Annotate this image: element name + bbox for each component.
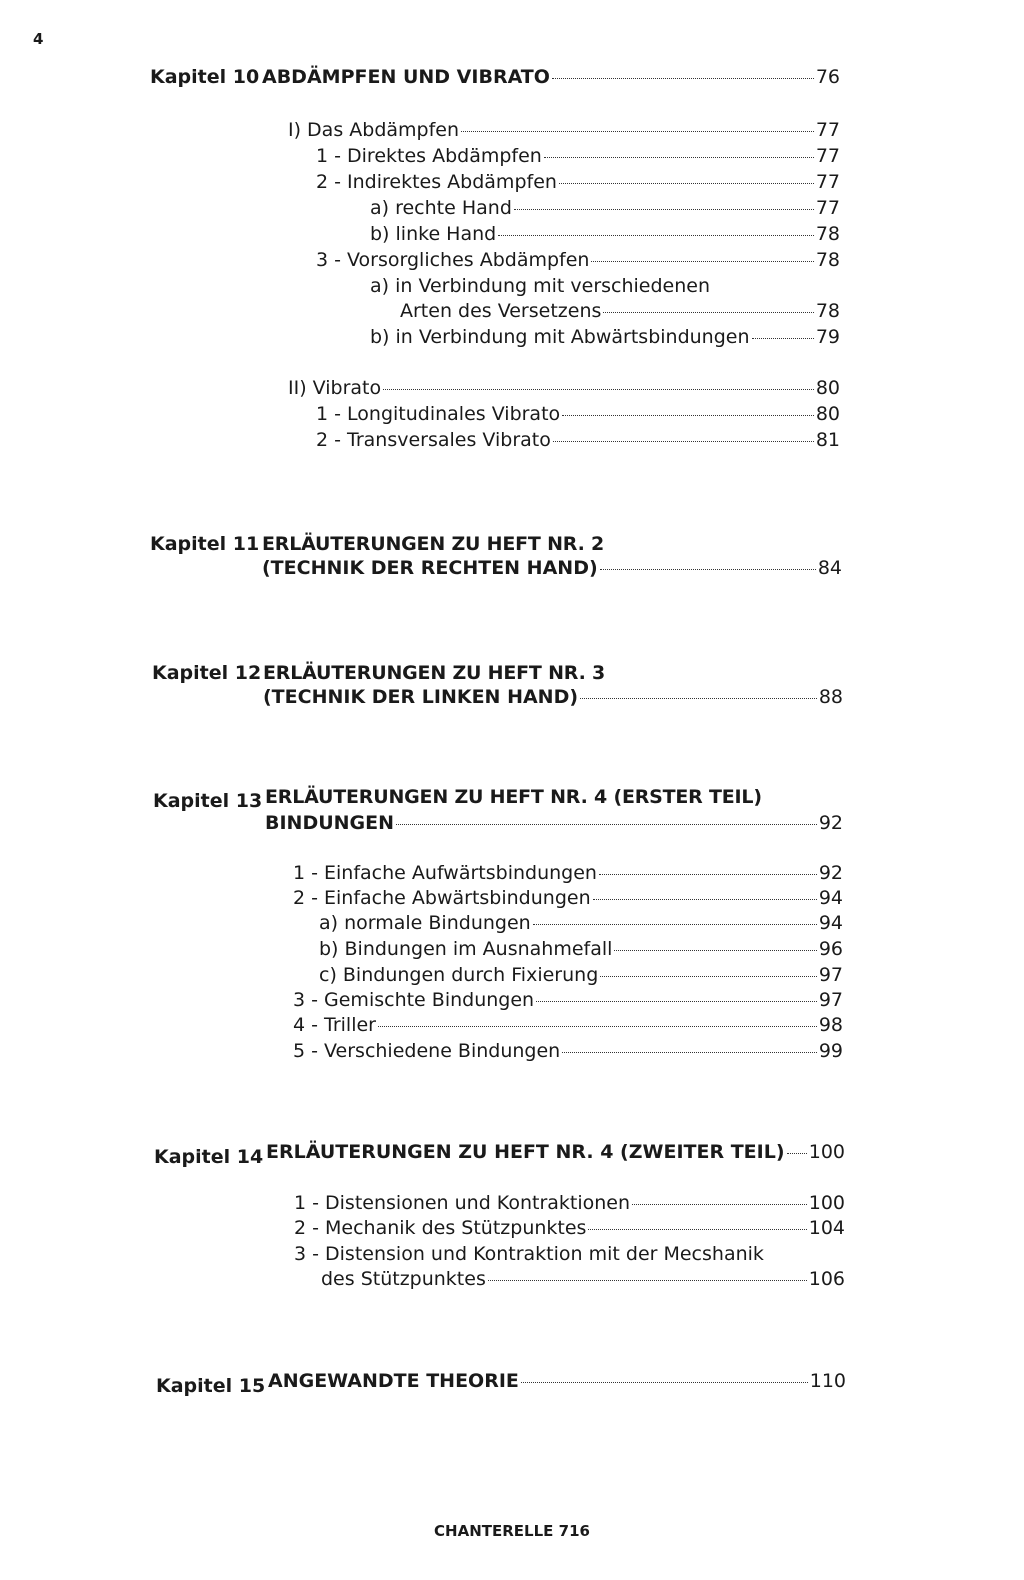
chapter-label: Kapitel 15 [156,1375,266,1397]
chapter-label: Kapitel 12 [152,662,262,684]
entry-text: b) linke Hand [370,223,497,245]
page-ref: 77 [815,145,840,167]
entry-text: 5 - Verschiedene Bindungen [293,1040,561,1062]
page-ref: 94 [818,912,843,934]
dot-leader [383,389,814,390]
chapter-title: ERLÄUTERUNGEN ZU HEFT NR. 3 [263,662,606,684]
page-ref: 81 [815,429,840,451]
page-ref: 100 [808,1141,845,1163]
page-ref: 78 [815,249,840,271]
entry-text: I) Das Abdämpfen [288,119,460,141]
entry-text: 4 - Triller [293,1014,376,1036]
toc-entry[interactable] [293,862,843,884]
toc-entry-text-only: 3 - Distension und Kontraktion mit der Mecshanik [294,1243,764,1265]
dot-leader [498,235,814,236]
dot-leader [580,698,817,699]
entry-text: 3 - Gemischte Bindungen [293,989,535,1011]
entry-text: 2 - Transversales Vibrato [316,429,551,451]
entry-text: 2 - Mechanik des Stützpunktes [294,1217,587,1239]
toc-entry[interactable] [293,887,843,909]
entry-text: Arten des Versetzens [400,300,602,322]
chapter-label: Kapitel 11 [150,533,260,555]
entry-text: 1 - Direktes Abdämpfen [316,145,542,167]
chapter-title: (TECHNIK DER RECHTEN HAND) [262,557,598,579]
page-ref: 84 [817,557,842,579]
dot-leader [514,209,814,210]
dot-leader [536,1001,817,1002]
chapter-title-row[interactable] [263,686,843,708]
page-ref: 77 [815,119,840,141]
chapter-title: ERLÄUTERUNGEN ZU HEFT NR. 4 (ERSTER TEIL) [265,786,762,808]
entry-text: c) Bindungen durch Fixierung [319,964,599,986]
dot-leader [562,415,814,416]
entry-text: a) rechte Hand [370,197,512,219]
dot-leader [593,899,817,900]
chapter-label: Kapitel 14 [154,1146,264,1168]
toc-entry[interactable] [370,223,840,245]
entry-text: 1 - Distensionen und Kontraktionen [294,1192,631,1214]
dot-leader [752,338,814,339]
dot-leader [632,1204,807,1205]
chapter-title-row[interactable] [266,1141,845,1163]
dot-leader [559,183,814,184]
page-ref: 99 [818,1040,843,1062]
toc-entry[interactable] [293,989,843,1011]
dot-leader [552,78,814,79]
dot-leader [461,131,814,132]
page-ref: 100 [808,1192,845,1214]
dot-leader [378,1026,817,1027]
toc-entry[interactable] [319,938,843,960]
toc-entry[interactable] [294,1217,845,1239]
page-ref: 77 [815,197,840,219]
chapter-title: ANGEWANDTE THEORIE [268,1370,519,1392]
toc-entry[interactable] [293,1040,843,1062]
dot-leader [600,569,816,570]
toc-entry[interactable] [316,403,840,425]
dot-leader [488,1280,807,1281]
toc-entry[interactable] [319,964,843,986]
page-ref: 76 [815,66,840,88]
page-ref: 104 [808,1217,845,1239]
toc-entry[interactable] [294,1192,845,1214]
toc-entry[interactable] [316,171,840,193]
page-ref: 97 [818,989,843,1011]
entry-text: 1 - Einfache Aufwärtsbindungen [293,862,597,884]
page-ref: 78 [815,300,840,322]
dot-leader [521,1382,808,1383]
page-ref: 106 [808,1268,845,1290]
toc-entry[interactable] [316,429,840,451]
dot-leader [599,874,817,875]
page-ref: 94 [818,887,843,909]
page-number: 4 [33,30,44,48]
page-ref: 96 [818,938,843,960]
page-ref: 110 [809,1370,846,1392]
entry-text: b) Bindungen im Ausnahmefall [319,938,613,960]
toc-entry[interactable] [293,1014,843,1036]
chapter-title-row[interactable] [268,1370,846,1392]
page-ref: 78 [815,223,840,245]
dot-leader [591,261,813,262]
entry-text: a) normale Bindungen [319,912,531,934]
entry-text: des Stützpunktes [321,1268,486,1290]
page-ref: 92 [818,812,843,834]
dot-leader [544,157,814,158]
page-ref: 88 [818,686,843,708]
page-ref: 77 [815,171,840,193]
dot-leader [396,824,817,825]
chapter-title: ABDÄMPFEN UND VIBRATO [262,66,550,88]
dot-leader [553,441,814,442]
entry-text: 3 - Vorsorgliches Abdämpfen [316,249,590,271]
dot-leader [588,1229,806,1230]
dot-leader [614,950,816,951]
chapter-title-row[interactable] [265,812,843,834]
chapter-title-row[interactable] [262,557,842,579]
chapter-title: ERLÄUTERUNGEN ZU HEFT NR. 4 (ZWEITER TEIL) [266,1141,785,1163]
page-ref: 98 [818,1014,843,1036]
dot-leader [603,312,813,313]
dot-leader [787,1153,807,1154]
dot-leader [562,1052,817,1053]
entry-text: 2 - Einfache Abwärtsbindungen [293,887,591,909]
toc-entry[interactable] [316,249,840,271]
toc-entry[interactable] [370,197,840,219]
entry-text: b) in Verbindung mit Abwärtsbindungen [370,326,750,348]
page-ref: 79 [815,326,840,348]
chapter-title: (TECHNIK DER LINKEN HAND) [263,686,579,708]
page-ref: 80 [815,403,840,425]
toc-entry[interactable] [288,377,840,399]
page-ref: 97 [818,964,843,986]
toc-entry[interactable] [316,145,840,167]
toc-entry-text-only: a) in Verbindung mit verschiedenen [370,275,711,297]
toc-entry[interactable] [370,326,840,348]
chapter-title-row[interactable] [262,66,840,88]
chapter-label: Kapitel 10 [150,66,260,88]
page-ref: 80 [815,377,840,399]
page-ref: 92 [818,862,843,884]
toc-entry[interactable] [288,119,840,141]
publisher-footer: CHANTERELLE 716 [434,1522,590,1540]
chapter-title: ERLÄUTERUNGEN ZU HEFT NR. 2 [262,533,605,555]
entry-text: II) Vibrato [288,377,382,399]
chapter-label: Kapitel 13 [153,790,263,812]
dot-leader [533,924,817,925]
entry-text: 1 - Longitudinales Vibrato [316,403,561,425]
chapter-title: BINDUNGEN [265,812,395,834]
entry-text: 2 - Indirektes Abdämpfen [316,171,557,193]
toc-entry[interactable] [400,300,840,322]
dot-leader [600,976,817,977]
toc-entry[interactable] [319,912,843,934]
toc-entry[interactable] [321,1268,845,1290]
